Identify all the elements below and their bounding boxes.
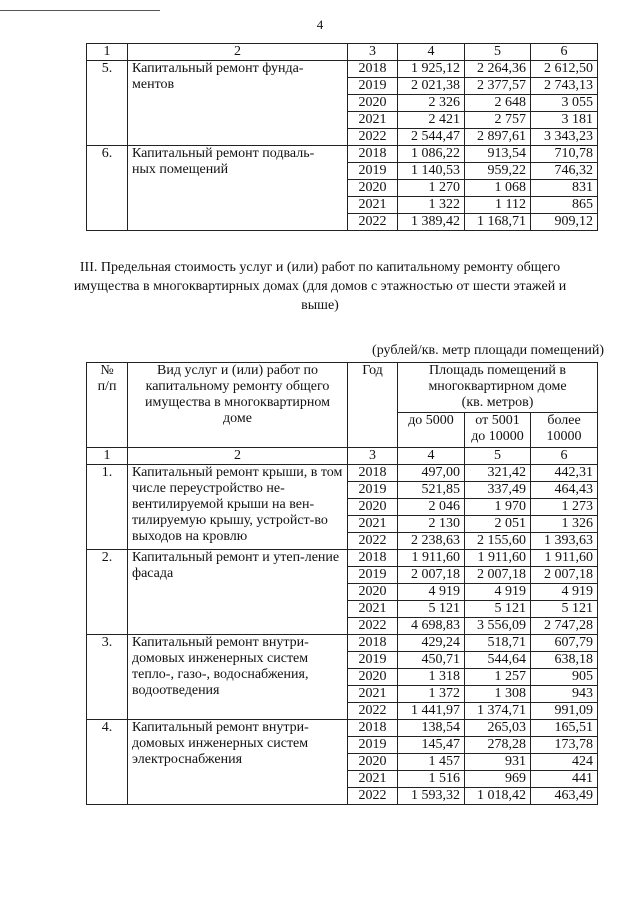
year-cell: 2020	[348, 95, 398, 112]
value-cell: 1 257	[465, 669, 531, 686]
value-cell: 2 007,18	[465, 567, 531, 584]
value-cell: 521,85	[398, 482, 465, 499]
year-cell: 2022	[348, 788, 398, 805]
year-cell: 2018	[348, 146, 398, 163]
year-cell: 2020	[348, 754, 398, 771]
value-cell: 2 007,18	[398, 567, 465, 584]
year-cell: 2020	[348, 669, 398, 686]
value-cell: 145,47	[398, 737, 465, 754]
table-row	[87, 720, 598, 737]
value-cell: 710,78	[531, 146, 598, 163]
table-section-3	[86, 362, 598, 805]
value-cell: 1 270	[398, 180, 465, 197]
value-cell: 5 121	[398, 601, 465, 618]
value-cell: 1 322	[398, 197, 465, 214]
column-index-cell: 6	[531, 44, 598, 61]
value-cell: 2 377,57	[465, 78, 531, 95]
column-index-cell: 1	[87, 44, 128, 61]
value-cell: 4 698,83	[398, 618, 465, 635]
row-number: 6.	[87, 146, 128, 231]
value-cell: 1 911,60	[398, 550, 465, 567]
value-cell: 2 021,38	[398, 78, 465, 95]
value-cell: 865	[531, 197, 598, 214]
value-cell: 442,31	[531, 465, 598, 482]
row-number: 4.	[87, 720, 128, 805]
value-cell: 5 121	[531, 601, 598, 618]
work-type: Капитальный ремонт внутри-домовых инженерных систем тепло-, газо-, водоснабжения, водоотведения	[128, 635, 348, 720]
value-cell: 1 326	[531, 516, 598, 533]
value-cell: 2 155,60	[465, 533, 531, 550]
value-cell: 2 051	[465, 516, 531, 533]
section-heading: III. Предельная стоимость услуг и (или) работ по капитальному ремонту общего имущества в многоквартирных домах (для домов с этажностью от шести этажей и выше)	[73, 260, 567, 313]
value-cell: 1 168,71	[465, 214, 531, 231]
value-cell: 1 970	[465, 499, 531, 516]
value-cell: 337,49	[465, 482, 531, 499]
value-cell: 1 140,53	[398, 163, 465, 180]
value-cell: 1 593,32	[398, 788, 465, 805]
year-cell: 2019	[348, 567, 398, 584]
value-cell: 2 648	[465, 95, 531, 112]
year-cell: 2022	[348, 533, 398, 550]
top-rule	[0, 10, 160, 11]
year-cell: 2022	[348, 129, 398, 146]
value-cell: 4 919	[398, 584, 465, 601]
column-index-cell: 2	[128, 44, 348, 61]
column-index-cell: 2	[128, 448, 348, 465]
value-cell: 1 516	[398, 771, 465, 788]
value-cell: 959,22	[465, 163, 531, 180]
value-cell: 2 264,36	[465, 61, 531, 78]
year-cell: 2021	[348, 516, 398, 533]
value-cell: 173,78	[531, 737, 598, 754]
value-cell: 2 238,63	[398, 533, 465, 550]
value-cell: 1 911,60	[531, 550, 598, 567]
work-type: Капитальный ремонт фунда- ментов	[128, 61, 348, 146]
year-cell: 2022	[348, 214, 398, 231]
sub-col-header: от 5001 до 10000	[465, 413, 531, 448]
value-cell: 497,00	[398, 465, 465, 482]
year-cell: 2021	[348, 197, 398, 214]
work-type: Капитальный ремонт крыши, в том числе переустройство не-вентилируемой крыши на вен-тилируемую крышу, устройст-во выходов на кровлю	[128, 465, 348, 550]
table-row	[87, 635, 598, 652]
value-cell: 3 556,09	[465, 618, 531, 635]
value-cell: 746,32	[531, 163, 598, 180]
value-cell: 2 544,47	[398, 129, 465, 146]
value-cell: 138,54	[398, 720, 465, 737]
year-cell: 2019	[348, 78, 398, 95]
value-cell: 969	[465, 771, 531, 788]
value-cell: 1 374,71	[465, 703, 531, 720]
value-cell: 943	[531, 686, 598, 703]
year-cell: 2020	[348, 499, 398, 516]
value-cell: 265,03	[465, 720, 531, 737]
value-cell: 450,71	[398, 652, 465, 669]
value-cell: 518,71	[465, 635, 531, 652]
sub-col-header: более 10000	[531, 413, 598, 448]
row-number: 2.	[87, 550, 128, 635]
table-continuation	[86, 43, 598, 231]
table-header-row	[87, 363, 598, 413]
year-cell: 2022	[348, 703, 398, 720]
year-cell: 2019	[348, 482, 398, 499]
year-cell: 2019	[348, 652, 398, 669]
year-cell: 2018	[348, 635, 398, 652]
column-index-cell: 4	[398, 44, 465, 61]
value-cell: 2 747,28	[531, 618, 598, 635]
value-cell: 831	[531, 180, 598, 197]
col-year-header: Год	[348, 363, 398, 448]
value-cell: 2 046	[398, 499, 465, 516]
column-index-cell: 5	[465, 448, 531, 465]
column-index-row	[87, 448, 598, 465]
value-cell: 1 441,97	[398, 703, 465, 720]
value-cell: 2 421	[398, 112, 465, 129]
row-number: 5.	[87, 61, 128, 146]
sub-col-header: до 5000	[398, 413, 465, 448]
row-number: 3.	[87, 635, 128, 720]
value-cell: 1 018,42	[465, 788, 531, 805]
value-cell: 1 393,63	[531, 533, 598, 550]
year-cell: 2018	[348, 465, 398, 482]
column-index-cell: 3	[348, 448, 398, 465]
value-cell: 424	[531, 754, 598, 771]
value-cell: 165,51	[531, 720, 598, 737]
value-cell: 2 743,13	[531, 78, 598, 95]
table-row	[87, 550, 598, 567]
value-cell: 3 055	[531, 95, 598, 112]
year-cell: 2018	[348, 550, 398, 567]
value-cell: 1 389,42	[398, 214, 465, 231]
row-number: 1.	[87, 465, 128, 550]
value-cell: 2 612,50	[531, 61, 598, 78]
col-kind-header: Вид услуг и (или) работ по капитальному ремонту общего имущества в многоквартирном доме	[128, 363, 348, 448]
value-cell: 1 318	[398, 669, 465, 686]
year-cell: 2018	[348, 720, 398, 737]
value-cell: 2 130	[398, 516, 465, 533]
column-index-cell: 4	[398, 448, 465, 465]
value-cell: 909,12	[531, 214, 598, 231]
page-number: 4	[316, 17, 324, 32]
value-cell: 1 068	[465, 180, 531, 197]
year-cell: 2020	[348, 584, 398, 601]
value-cell: 913,54	[465, 146, 531, 163]
value-cell: 1 086,22	[398, 146, 465, 163]
value-cell: 931	[465, 754, 531, 771]
col-area-header: Площадь помещений в многоквартирном доме (кв. метров)	[398, 363, 598, 413]
value-cell: 2 326	[398, 95, 465, 112]
work-type: Капитальный ремонт подваль- ных помещений	[128, 146, 348, 231]
column-index-cell: 5	[465, 44, 531, 61]
column-index-cell: 3	[348, 44, 398, 61]
table-row	[87, 146, 598, 163]
value-cell: 278,28	[465, 737, 531, 754]
value-cell: 4 919	[465, 584, 531, 601]
year-cell: 2021	[348, 771, 398, 788]
column-index-cell: 1	[87, 448, 128, 465]
value-cell: 464,43	[531, 482, 598, 499]
value-cell: 463,49	[531, 788, 598, 805]
work-type: Капитальный ремонт и утеп-ление фасада	[128, 550, 348, 635]
value-cell: 3 343,23	[531, 129, 598, 146]
value-cell: 638,18	[531, 652, 598, 669]
value-cell: 429,24	[398, 635, 465, 652]
value-cell: 321,42	[465, 465, 531, 482]
value-cell: 544,64	[465, 652, 531, 669]
value-cell: 1 925,12	[398, 61, 465, 78]
value-cell: 1 372	[398, 686, 465, 703]
table-row	[87, 61, 598, 78]
value-cell: 2 897,61	[465, 129, 531, 146]
value-cell: 1 911,60	[465, 550, 531, 567]
work-type: Капитальный ремонт внутри-домовых инженерных систем электроснабжения	[128, 720, 348, 805]
value-cell: 3 181	[531, 112, 598, 129]
value-cell: 991,09	[531, 703, 598, 720]
value-cell: 905	[531, 669, 598, 686]
year-cell: 2022	[348, 618, 398, 635]
year-cell: 2021	[348, 686, 398, 703]
value-cell: 1 273	[531, 499, 598, 516]
column-index-cell: 6	[531, 448, 598, 465]
value-cell: 607,79	[531, 635, 598, 652]
value-cell: 5 121	[465, 601, 531, 618]
value-cell: 1 457	[398, 754, 465, 771]
value-cell: 1 112	[465, 197, 531, 214]
table-row	[87, 465, 598, 482]
column-index-row	[87, 44, 598, 61]
year-cell: 2018	[348, 61, 398, 78]
year-cell: 2019	[348, 737, 398, 754]
value-cell: 2 007,18	[531, 567, 598, 584]
year-cell: 2020	[348, 180, 398, 197]
year-cell: 2019	[348, 163, 398, 180]
value-cell: 4 919	[531, 584, 598, 601]
year-cell: 2021	[348, 601, 398, 618]
unit-note: (рублей/кв. метр площади помещений)	[372, 343, 604, 358]
value-cell: 441	[531, 771, 598, 788]
value-cell: 1 308	[465, 686, 531, 703]
value-cell: 2 757	[465, 112, 531, 129]
year-cell: 2021	[348, 112, 398, 129]
col-number-header: № п/п	[87, 363, 128, 448]
